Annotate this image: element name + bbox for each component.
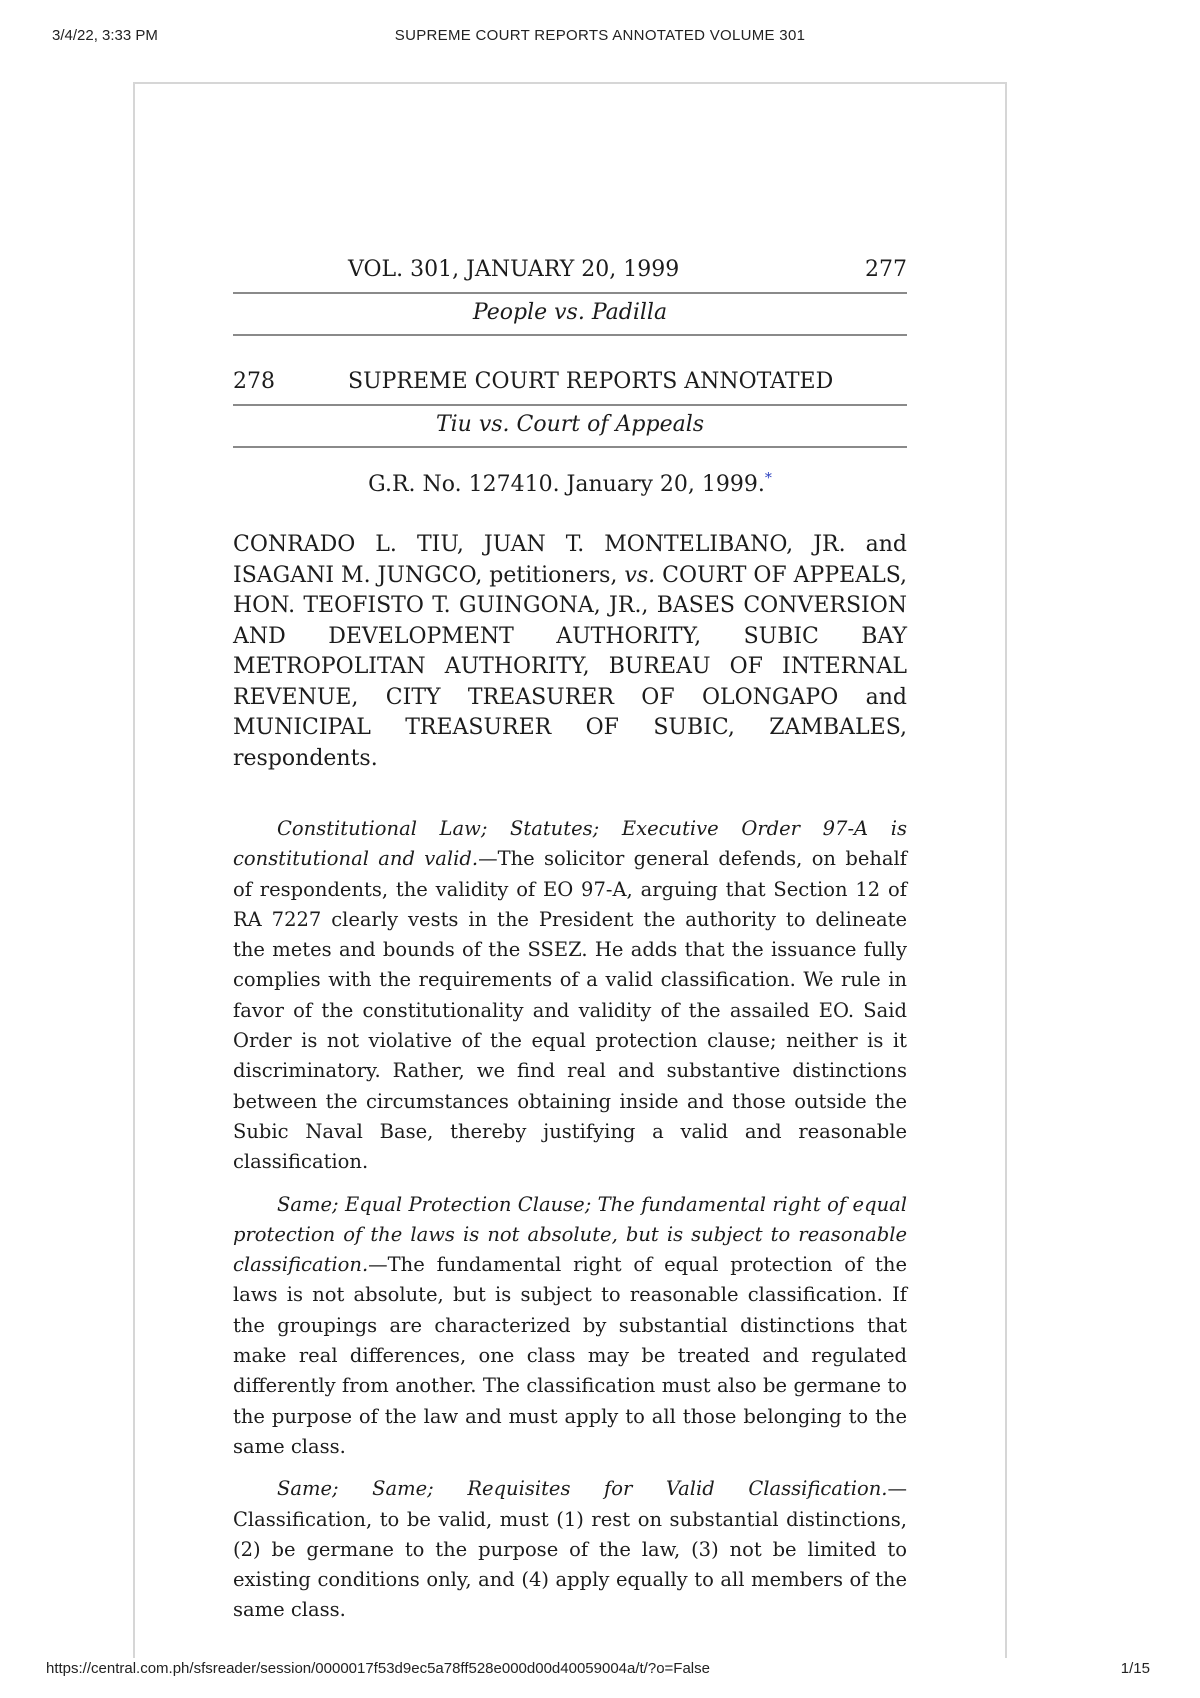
syllabus-paragraph xyxy=(233,1190,907,1463)
footnote-link[interactable]: * xyxy=(764,470,772,487)
print-datetime: 3/4/22, 3:33 PM xyxy=(52,27,158,44)
syllabus-keywords: Same; Same; Requisites for Valid Classification. xyxy=(277,1477,888,1501)
print-header xyxy=(0,27,1200,49)
syllabus xyxy=(233,814,907,1626)
prev-page-number: 277 xyxy=(865,257,907,282)
syllabus-paragraph xyxy=(233,814,907,1178)
current-page-number: 278 xyxy=(233,369,275,394)
syllabus-keywords: Constitutional Law; Statutes; Executive Order 97-A is constitutional and valid. xyxy=(233,817,907,871)
divider-rule xyxy=(233,446,907,448)
prev-case-caption: People vs. Padilla xyxy=(472,300,668,325)
print-title: SUPREME COURT REPORTS ANNOTATED VOLUME 301 xyxy=(394,27,806,44)
gr-number-line xyxy=(233,468,907,502)
prev-running-head xyxy=(233,250,907,292)
syllabus-keywords: Same; Equal Protection Clause; The fundamental right of equal protection of the laws is not absolute, but is subject to reasonable classification. xyxy=(233,1192,907,1277)
current-case-caption: Tiu vs. Court of Appeals xyxy=(435,412,705,437)
document-content xyxy=(233,250,907,1626)
current-running-title: SUPREME COURT REPORTS ANNOTATED xyxy=(348,369,834,394)
case-parties xyxy=(233,530,907,774)
parties-versus: vs. xyxy=(624,562,656,588)
print-footer xyxy=(0,1660,1200,1682)
print-page-indicator: 1/15 xyxy=(1120,1660,1150,1677)
syllabus-text: —The solicitor general defends, on behalf of respondents, the validity of EO 97-A, arguing that Section 12 of RA 7227 clearly vests in the President the authority to delineate the metes and bounds of the SSEZ. He adds that the issuance fully complies with the requirements of a valid classification. We rule in favor of the constitutionality and validity of the assailed EO. Said Order is not violative of the equal protection clause; neither is it discriminatory. Rather, we find real and substantive distinctions between the circumstances obtaining inside and those outside the Subic Naval Base, thereby justifying a valid and reasonable classification. xyxy=(233,847,907,1174)
current-running-head xyxy=(233,362,907,404)
gr-number: G.R. No. 127410. January 20, 1999. xyxy=(368,472,765,497)
syllabus-paragraph xyxy=(233,1474,907,1625)
prev-running-title: VOL. 301, JANUARY 20, 1999 xyxy=(348,257,680,282)
parties-respondents: COURT OF APPEALS, HON. TEOFISTO T. GUINGONA, JR., BASES CONVERSION AND DEVELOPMENT AUTHORITY, SUBIC BAY METROPOLITAN AUTHORITY, BUREAU OF INTERNAL REVENUE, CITY TREASURER OF OLONGAPO and MUNICIPAL TREASURER OF SUBIC, ZAMBALES, respondents. xyxy=(233,562,907,771)
syllabus-text: —The fundamental right of equal protection of the laws is not absolute, but is subject to reasonable classification. If the groupings are characterized by substantial distinctions that make real differences, one class may be treated and regulated differently from another. The classification must also be germane to the purpose of the law and must apply to all those belonging to the same class. xyxy=(233,1253,907,1458)
syllabus-text: —Classification, to be valid, must (1) rest on substantial distinctions, (2) be germane to the purpose of the law, (3) not be limited to existing conditions only, and (4) apply equally to all members of the same class. xyxy=(233,1477,907,1622)
print-url: https://central.com.ph/sfsreader/session/0000017f53d9ec5a78ff528e000d00d40059004a/t/?o=False xyxy=(46,1660,710,1677)
parties-petitioners: CONRADO L. TIU, JUAN T. MONTELIBANO, JR. and ISAGANI M. JUNGCO, petitioners, xyxy=(233,532,907,588)
